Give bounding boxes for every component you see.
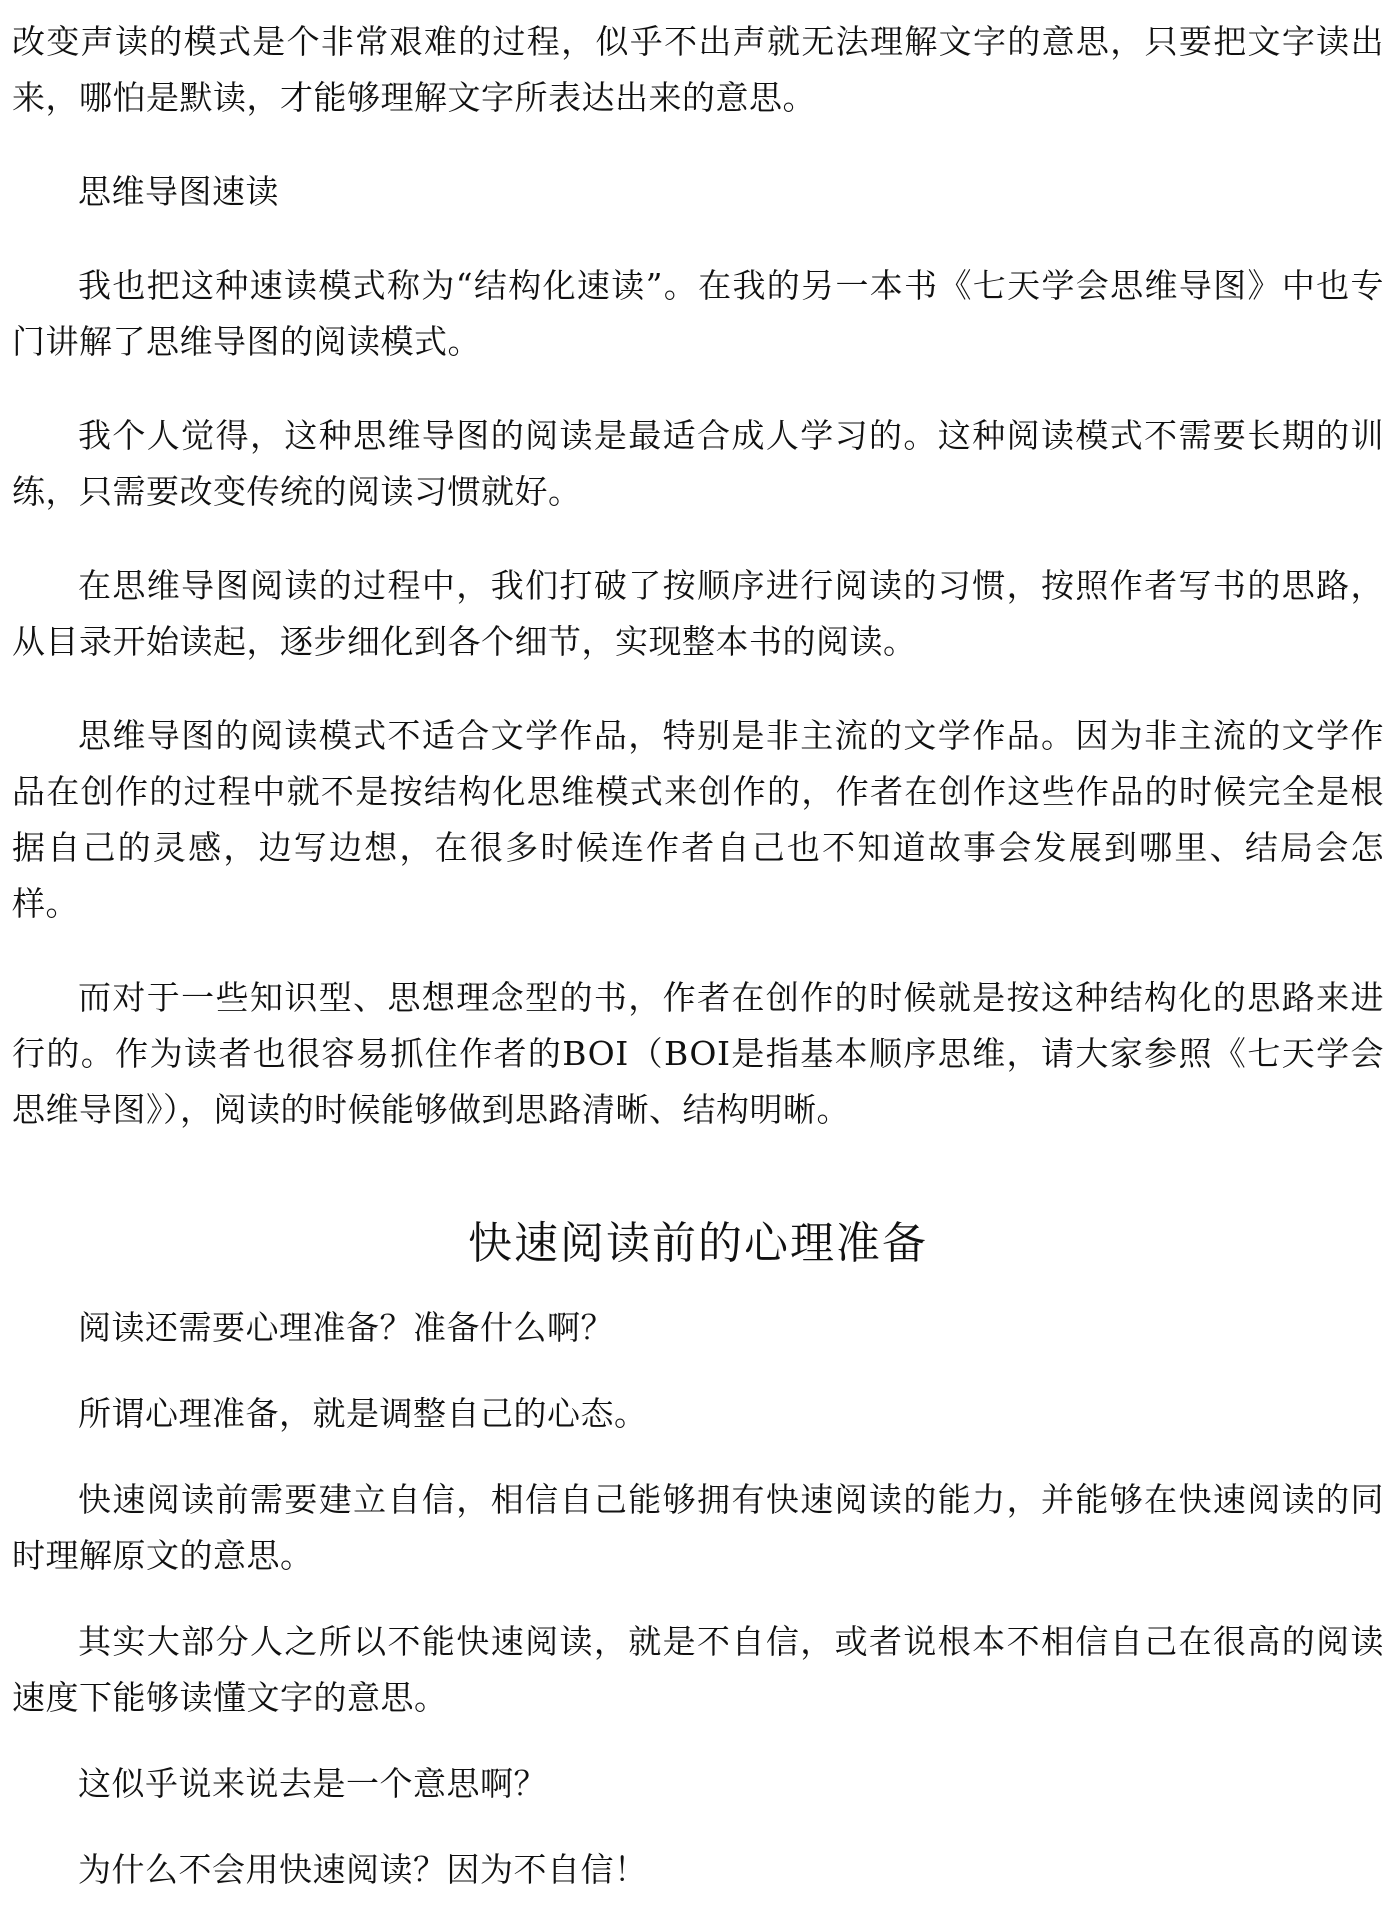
paragraph-continuation: 改变声读的模式是个非常艰难的过程，似乎不出声就无法理解文字的意思，只要把文字读出来，哪怕是默读，才能够理解文字所表达出来的意思。 (12, 22, 1384, 117)
paragraph: 我个人觉得，这种思维导图的阅读是最适合成人学习的。这种阅读模式不需要长期的训练，只需要改变传统的阅读习惯就好。 (12, 416, 1384, 511)
paragraph: 所谓心理准备，就是调整自己的心态。 (78, 1394, 648, 1433)
paragraph: 阅读还需要心理准备？准备什么啊？ (78, 1308, 614, 1347)
paragraph: 在思维导图阅读的过程中，我们打破了按顺序进行阅读的习惯，按照作者写书的思路，从目录开始读起，逐步细化到各个细节，实现整本书的阅读。 (12, 566, 1384, 661)
paragraph: 其实大部分人之所以不能快速阅读，就是不自信，或者说根本不相信自己在很高的阅读速度下能够读懂文字的意思。 (12, 1622, 1384, 1717)
paragraph: 快速阅读前需要建立自信，相信自己能够拥有快速阅读的能力，并能够在快速阅读的同时理解原文的意思。 (12, 1480, 1384, 1575)
paragraph: 我也把这种速读模式称为“结构化速读”。在我的另一本书《七天学会思维导图》中也专门讲解了思维导图的阅读模式。 (12, 266, 1384, 361)
paragraph: 思维导图的阅读模式不适合文学作品，特别是非主流的文学作品。因为非主流的文学作品在创作的过程中就不是按结构化思维模式来创作的，作者在创作这些作品的时候完全是根据自己的灵感，边写边想，在很多时候连作者自己也不知道故事会发展到哪里、结局会怎样。 (12, 716, 1384, 923)
paragraph: 这似乎说来说去是一个意思啊？ (78, 1764, 547, 1803)
section-heading: 快速阅读前的心理准备 (468, 1218, 928, 1269)
document-page (12, 14, 1384, 1928)
paragraph: 而对于一些知识型、思想理念型的书，作者在创作的时候就是按这种结构化的思路来进行的。作为读者也很容易抓住作者的BOI（BOI是指基本顺序思维，请大家参照《七天学会思维导图》），阅读的时候能够做到思路清晰、结构明晰。 (12, 978, 1384, 1129)
subsection-title: 思维导图速读 (78, 172, 279, 211)
paragraph: 为什么不会用快速阅读？因为不自信！ (78, 1850, 648, 1889)
